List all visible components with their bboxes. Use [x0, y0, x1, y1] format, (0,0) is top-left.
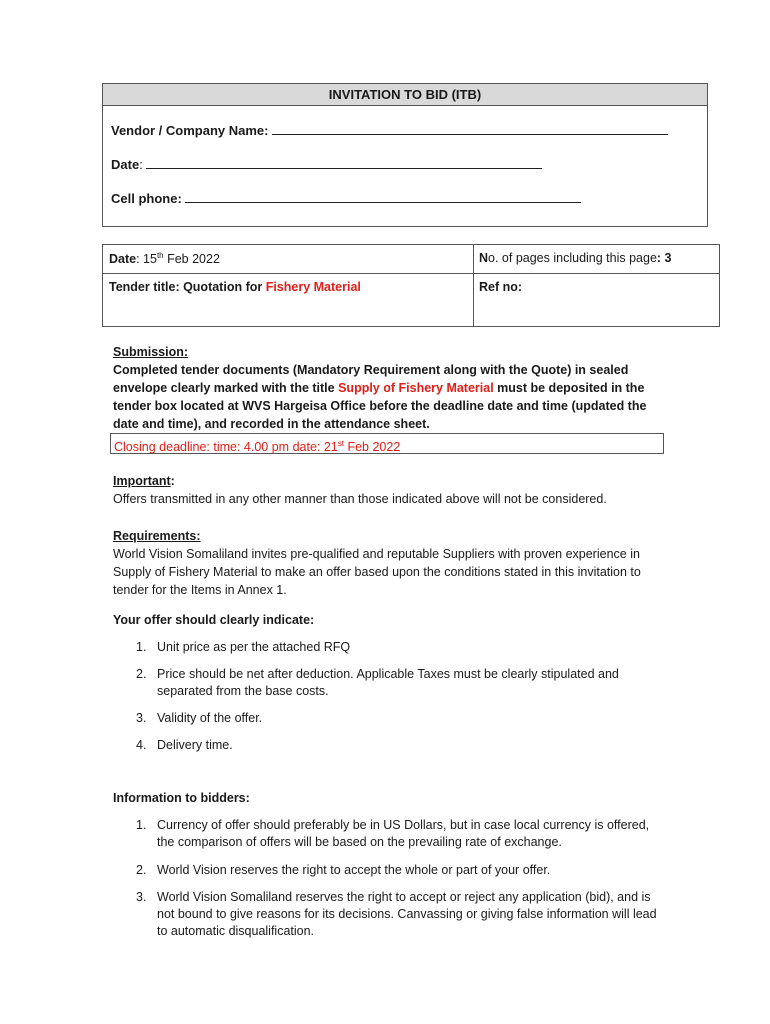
bidders-heading: Information to bidders:	[113, 791, 250, 805]
date-field[interactable]: Date:	[111, 156, 542, 172]
important-text: Offers transmitted in any other manner than those indicated above will not be considered.	[113, 492, 607, 506]
list-item: 3. World Vision Somaliland reserves the right to accept or reject any application (bid), and is not bound to give reasons for its decisions. Canvassing or giving false information will lead to automatic disqualification.	[136, 890, 657, 938]
itb-header-box	[102, 83, 708, 227]
offer-heading: Your offer should clearly indicate:	[113, 613, 315, 627]
list-item: 2. World Vision reserves the right to accept the whole or part of your offer.	[136, 863, 551, 877]
date-line	[146, 156, 542, 169]
requirements-section	[113, 527, 661, 599]
info-tender-title: Tender title: Quotation for Fishery Material	[109, 280, 361, 294]
table-divider	[473, 245, 474, 326]
cell-phone-label: Cell phone:	[111, 191, 182, 206]
submission-section	[113, 343, 661, 433]
list-item: 1. Currency of offer should preferably be in US Dollars, but in case local currency is offered, the comparison of offers will be based on the prevailing rate of exchange.	[136, 818, 650, 849]
list-item: 2. Price should be net after deduction. Applicable Taxes must be clearly stipulated and separated from the base costs.	[136, 667, 619, 698]
vendor-field[interactable]	[111, 122, 668, 138]
requirements-heading: Requirements:	[113, 529, 201, 543]
submission-text: Completed tender documents (Mandatory Requirement along with the Quote) in sealed envelope clearly marked with the title Supply of Fishery Material must be deposited in the tender box located at WVS Hargeisa Office before the deadline date and time (updated the date and time), and recorded in the attendance sheet.	[113, 363, 647, 431]
submission-heading: Submission:	[113, 345, 189, 359]
vendor-label: Vendor / Company Name:	[111, 123, 269, 138]
info-ref-no: Ref no:	[479, 280, 523, 294]
cell-phone-field[interactable]	[111, 190, 581, 206]
important-section: Important: Offers transmitted in any other manner than those indicated above will not be considered.	[113, 472, 661, 508]
table-divider	[103, 273, 719, 274]
info-date: Date: 15th Feb 2022	[109, 251, 220, 267]
list-item: 3. Validity of the offer.	[136, 711, 263, 725]
list-item: 1. Unit price as per the attached RFQ	[136, 640, 351, 654]
date-label: Date	[111, 157, 140, 172]
tender-info-table	[102, 244, 720, 327]
info-pages: No. of pages including this page: 3	[479, 251, 672, 265]
list-item: 4. Delivery time.	[136, 738, 233, 752]
cell-phone-line	[185, 190, 581, 203]
vendor-line	[272, 122, 668, 135]
closing-deadline-box: Closing deadline: time: 4.00 pm date: 21st Feb 2022	[110, 433, 664, 454]
requirements-text: World Vision Somaliland invites pre-qualified and reputable Suppliers with proven experience in Supply of Fishery Material to make an offer based upon the conditions stated in this invitation to tender for the Items in Annex 1.	[113, 547, 641, 597]
itb-title: INVITATION TO BID (ITB)	[103, 84, 707, 106]
important-heading: Important	[113, 474, 171, 488]
